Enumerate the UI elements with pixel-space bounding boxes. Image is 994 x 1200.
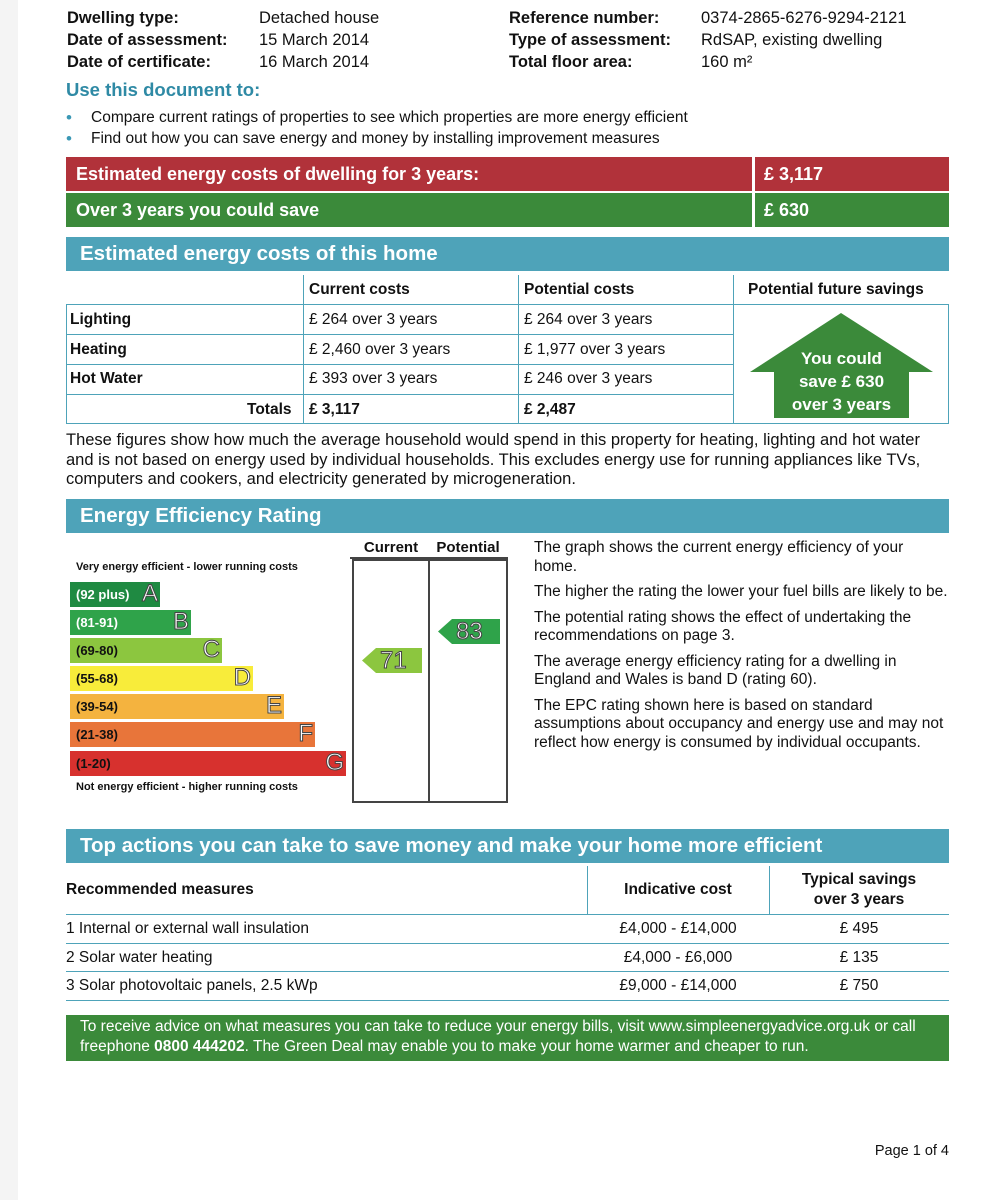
estimated-cost-label: Estimated energy costs of dwelling for 3 years: (66, 157, 752, 191)
hot-water-current: £ 393 over 3 years (309, 370, 438, 387)
advice-text: To receive advice on what measures you can take to reduce your energy bills, visit www.simpleenergyadvice.org.uk or call freephone (80, 1018, 916, 1055)
arrow-line: over 3 years (791, 395, 892, 414)
band-range: (1-20) (76, 756, 111, 771)
current-rating-value: 71 (380, 647, 407, 674)
band-a (70, 582, 160, 607)
advice-footer (66, 1015, 949, 1061)
band-e (70, 694, 284, 719)
band-b (70, 610, 191, 635)
band-range: (92 plus) (76, 587, 130, 602)
savings-arrow-text (749, 347, 934, 416)
rating-paragraph: The higher the rating the lower your fuel bills are likely to be. (534, 583, 948, 600)
band-letter: G (325, 749, 344, 776)
floor-area-label: Total floor area: (509, 53, 633, 71)
date-certificate-label: Date of certificate: (67, 53, 211, 71)
table-rule (66, 394, 733, 395)
band-letter: B (172, 608, 189, 635)
arrow-line: You could (801, 349, 882, 368)
measure-cost: £4,000 - £14,000 (619, 920, 737, 937)
band-g (70, 751, 346, 776)
type-assessment-value: RdSAP, existing dwelling (701, 31, 883, 49)
page-number: Page 1 of 4 (874, 1143, 949, 1159)
col-indicative-cost: Indicative cost (624, 881, 732, 898)
potential-rating-value: 83 (456, 618, 483, 645)
rating-explanation (534, 539, 949, 759)
savings-bar (66, 193, 949, 227)
rating-paragraph: The average energy efficiency rating for a dwelling in England and Wales is band D (rating 60). (534, 652, 897, 688)
totals-label: Totals (247, 401, 292, 418)
band-letter: F (298, 720, 313, 747)
info-row (67, 51, 947, 73)
measure-saving: £ 135 (839, 949, 879, 966)
reference-label: Reference number: (509, 9, 660, 27)
current-rating-label (362, 648, 422, 673)
use-document-list (66, 107, 688, 149)
band-c (70, 638, 222, 663)
page-edge (0, 0, 18, 1200)
current-rating-column (352, 559, 430, 803)
info-row (67, 29, 947, 51)
costs-explanation: These figures show how much the average household would spend in this property for heating, lighting and hot water and is not based on energy used by individual households. This excludes energy use for running appliances like TVs, computers and cookers, and electricity generated by microgeneration. (66, 431, 921, 488)
band-range: (81-91) (76, 615, 118, 630)
estimated-cost-bar (66, 157, 949, 191)
band-letter: C (202, 636, 220, 663)
arrow-line: save £ 630 (798, 372, 885, 391)
measure-name: 3 Solar photovoltaic panels, 2.5 kWp (66, 977, 318, 994)
band-letter: D (233, 664, 251, 691)
date-assessment-label: Date of assessment: (67, 31, 228, 49)
row-label-heating: Heating (70, 341, 127, 358)
costs-table (66, 275, 949, 425)
row-label-hot-water: Hot Water (70, 370, 143, 387)
table-rule (66, 1000, 949, 1001)
band-range: (55-68) (76, 671, 118, 686)
freephone-number: 0800 444202 (154, 1038, 245, 1055)
table-rule (66, 304, 733, 305)
actions-section-heading: Top actions you can take to save money and make your home more efficient (66, 829, 949, 863)
heating-current: £ 2,460 over 3 years (309, 341, 451, 358)
measure-name: 1 Internal or external wall insulation (66, 920, 309, 937)
savings-label: Over 3 years you could save (66, 193, 752, 227)
measure-saving: £ 750 (839, 977, 879, 994)
col-recommended-measures: Recommended measures (66, 881, 254, 898)
band-letter: E (265, 692, 282, 719)
savings-value: £ 630 (755, 193, 949, 227)
rating-paragraph: The potential rating shows the effect of undertaking the recommendations on page 3. (534, 608, 912, 644)
table-rule (303, 275, 304, 424)
table-rule (66, 423, 949, 424)
measure-cost: £4,000 - £6,000 (623, 949, 733, 966)
potential-rating-label (438, 619, 500, 644)
measure-name: 2 Solar water heating (66, 949, 213, 966)
lighting-potential: £ 264 over 3 years (524, 311, 653, 328)
date-assessment-value: 15 March 2014 (259, 31, 370, 49)
measure-saving: £ 495 (839, 920, 879, 937)
band-d (70, 666, 253, 691)
actions-table (66, 866, 949, 1001)
estimated-cost-value: £ 3,117 (755, 157, 949, 191)
bullet-item: • Compare current ratings of properties to see which properties are more energy efficient (66, 107, 688, 128)
top-note: Very energy efficient - lower running costs (76, 561, 298, 573)
measure-cost: £9,000 - £14,000 (619, 977, 737, 994)
col-typical-savings-sub: over 3 years (813, 891, 905, 908)
current-column-header: Current (363, 539, 419, 556)
hot-water-potential: £ 246 over 3 years (524, 370, 653, 387)
rating-section-heading: Energy Efficiency Rating (66, 499, 949, 533)
potential-rating-column (428, 559, 508, 803)
col-current-costs: Current costs (309, 281, 410, 298)
efficiency-rating-graph (66, 539, 526, 804)
header-info (67, 7, 947, 73)
total-current: £ 3,117 (309, 401, 360, 418)
bottom-note: Not energy efficient - higher running costs (76, 781, 298, 793)
rating-paragraph: The EPC rating shown here is based on standard assumptions about occupancy and energy use and may not reflect how energy is consumed by individual occupants. (534, 696, 944, 751)
table-rule (66, 971, 949, 972)
type-assessment-label: Type of assessment: (509, 31, 672, 49)
table-rule (66, 334, 733, 335)
table-rule (518, 275, 519, 424)
bullet-item: • Find out how you can save energy and money by installing improvement measures (66, 128, 688, 149)
table-rule (66, 304, 67, 424)
use-document-title: Use this document to: (66, 79, 261, 100)
heating-potential: £ 1,977 over 3 years (524, 341, 666, 358)
band-f (70, 722, 315, 747)
advice-text-end: . The Green Deal may enable you to make your home warmer and cheaper to run. (244, 1038, 809, 1055)
table-rule (733, 275, 734, 424)
table-rule (66, 914, 949, 915)
col-typical-savings: Typical savings (801, 871, 917, 888)
table-rule (733, 304, 949, 305)
reference-value: 0374-2865-6276-9294-2121 (701, 9, 907, 27)
table-rule (66, 364, 733, 365)
table-rule (66, 943, 949, 944)
dwelling-type-value: Detached house (259, 9, 380, 27)
date-certificate-value: 16 March 2014 (259, 53, 370, 71)
band-range: (39-54) (76, 699, 118, 714)
col-future-savings: Potential future savings (748, 281, 924, 298)
rating-paragraph: The graph shows the current energy efficiency of your home. (534, 539, 904, 575)
dwelling-type-label: Dwelling type: (67, 9, 179, 27)
band-range: (69-80) (76, 643, 118, 658)
info-row (67, 7, 947, 29)
total-potential: £ 2,487 (524, 401, 576, 418)
band-range: (21-38) (76, 727, 118, 742)
band-letter: A (141, 580, 158, 607)
lighting-current: £ 264 over 3 years (309, 311, 438, 328)
table-rule (948, 304, 949, 424)
potential-column-header: Potential (436, 539, 500, 556)
floor-area-value: 160 m² (701, 53, 753, 71)
col-potential-costs: Potential costs (524, 281, 635, 298)
row-label-lighting: Lighting (70, 311, 132, 328)
costs-section-heading: Estimated energy costs of this home (66, 237, 949, 271)
